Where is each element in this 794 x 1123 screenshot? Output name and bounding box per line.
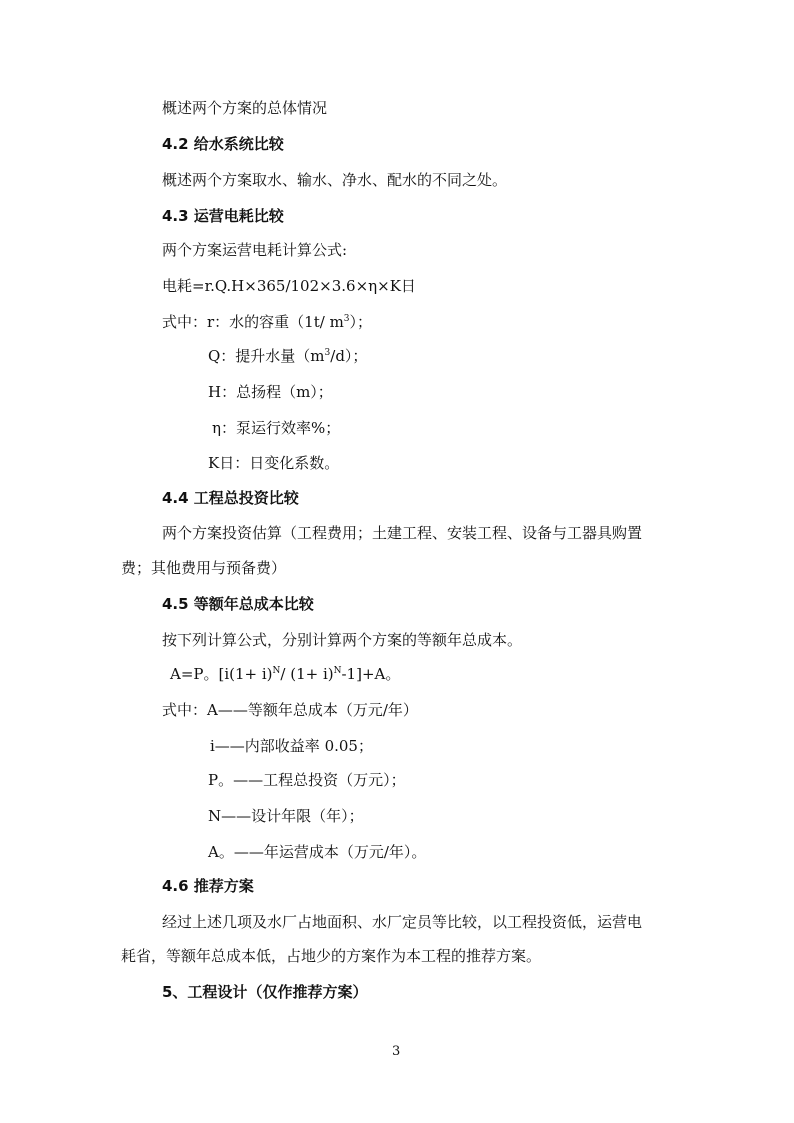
variable-definition [208,346,367,366]
variable-definition: η：泵运行效率%； [212,419,341,437]
variable-definition: K日：日变化系数。 [208,454,340,472]
paragraph: 耗省，等额年总成本低，占地少的方案作为本工程的推荐方案。 [121,947,542,965]
variable-text: /d）； [330,347,368,365]
section-heading-4-4: 4.4 工程总投资比较 [162,489,299,507]
paragraph: 按下列计算公式，分别计算两个方案的等额年总成本。 [162,631,523,649]
variable-definition: i——内部收益率 0.05； [210,737,373,755]
superscript: N [272,666,281,676]
variable-definition: N——设计年限（年）； [208,807,364,825]
formula [170,664,400,684]
section-heading-4-3: 4.3 运营电耗比较 [162,207,284,225]
variable-text: ）； [349,313,373,331]
paragraph: 概述两个方案取水、输水、净水、配水的不同之处。 [162,171,508,189]
paragraph: 概述两个方案的总体情况 [162,99,328,117]
paragraph: 经过上述几项及水厂占地面积、水厂定员等比较，以工程投资低，运营电 [162,913,643,931]
paragraph: 费；其他费用与预备费） [121,559,287,577]
variable-definition [162,312,372,332]
paragraph: 两个方案投资估算（工程费用；土建工程、安装工程、设备与工器具购置 [162,524,643,542]
section-heading-4-2: 4.2 给水系统比较 [162,135,284,153]
superscript: 3 [343,314,350,324]
section-heading-4-5: 4.5 等额年总成本比较 [162,595,314,613]
superscript: 3 [324,348,331,358]
variable-definition: A。——年运营成本（万元/年）。 [208,843,427,861]
paragraph: 两个方案运营电耗计算公式: [162,241,348,259]
section-heading-4-6: 4.6 推荐方案 [162,877,254,895]
formula: 电耗=r.Q.H×365/102×3.6×η×K日 [162,277,416,295]
formula-part: / (1+ i) [280,665,334,683]
formula-part: A=P。[i(1+ i) [170,665,273,683]
variable-text: 式中：r：水的容重（1t/ m [162,313,344,331]
section-heading-5: 5、工程设计（仅作推荐方案） [162,983,368,1001]
variable-definition: P。——工程总投资（万元）； [208,771,406,789]
variable-definition: H：总扬程（m）； [208,383,333,401]
formula-part: -1]+A。 [341,665,401,683]
superscript: N [333,666,342,676]
variable-definition: 式中：A——等额年总成本（万元/年） [162,701,418,719]
variable-text: Q：提升水量（m [208,347,325,365]
page-number: 3 [392,1044,401,1059]
